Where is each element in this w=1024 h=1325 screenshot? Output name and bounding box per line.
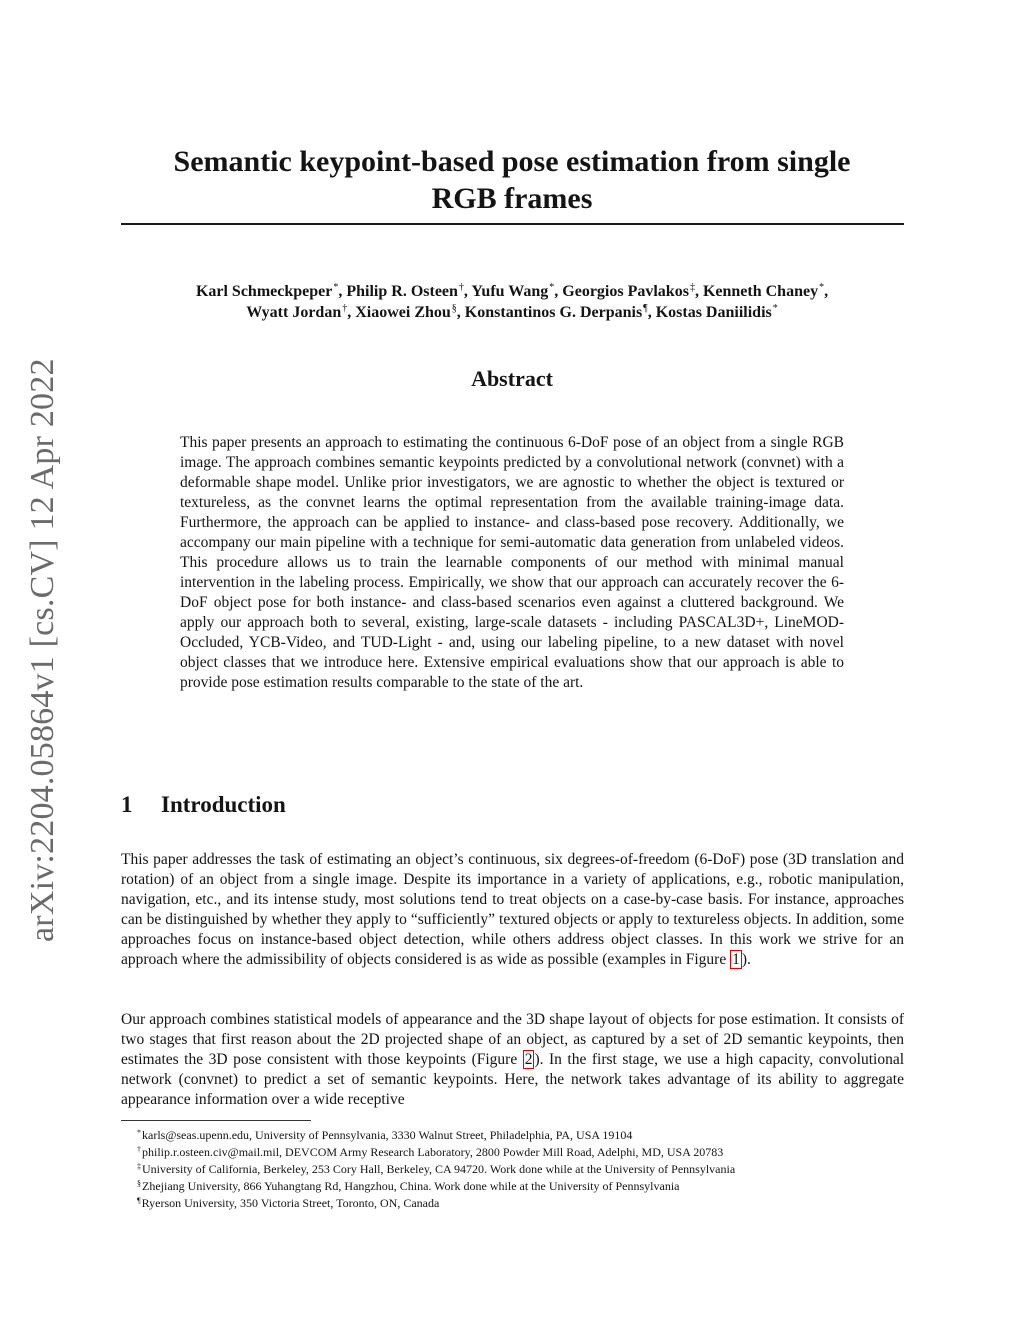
paragraph-text: Our approach combines statistical models of appearance and the 3D shape layout of objects for pose estimation. It consists of two stages that first reason about the 2D projected shape of an object, as captured by a set of 2D semantic keypoints, then estimates the 3D pose consistent with those keypoints (Figure [121,1011,904,1068]
paragraph-text-end: ). [741,951,751,968]
author-name: Konstantinos G. Derpanis [464,304,643,321]
author-name: Wyatt Jordan [246,304,342,321]
author-mark: * [819,282,825,293]
figure-ref-link[interactable]: 1 [732,951,740,968]
author-name: Kostas Daniilidis [655,304,772,321]
footnote [121,1161,921,1178]
author-line-2: Wyatt Jordan†, Xiaowei Zhou§, Konstantinos G. Derpanis¶, Kostas Daniilidis* [246,303,778,321]
author-name: Yufu Wang [471,283,549,300]
section-number: 1 [121,792,133,817]
abstract-text: This paper presents an approach to estimating the continuous 6-DoF pose of an object from a single RGB image. The approach combines semantic keypoints predicted by a convolutional network (convnet) with a deformable shape model. Unlike prior investigators, we are agnostic to whether the object is textured or textureless, as the convnet learns the optimal representation from the available training-image data. Furthermore, the approach can be applied to instance- and class-based pose recovery. Additionally, we accompany our main pipeline with a technique for semi-automatic data generation from unlabeled videos. This procedure allows us to train the learnable components of our method with minimal manual intervention in the labeling process. Empirically, we show that our approach can accurately recover the 6-DoF object pose for both instance- and class-based scenarios even against a cluttered background. We apply our approach both to several, existing, large-scale datasets - including PASCAL3D+, LineMOD-Occluded, YCB-Video, and TUD-Light - and, using our labeling pipeline, to a new dataset with novel object classes that we introduce here. Extensive empirical evaluations show that our approach is able to provide pose estimation results comparable to the state of the art. [180,434,844,691]
footnote-mark: * [137,1128,141,1137]
author-mark: * [549,282,555,293]
author-name: Philip R. Osteen [346,283,458,300]
paragraph-text: This paper addresses the task of estimating an object’s continuous, six degrees-of-freedom (6-DoF) pose (3D translation and rotation) of an object from a single image. Despite its importance in a variety of applications, e.g., robotic manipulation, navigation, etc., and its intense study, most solutions tend to treat objects on a case-by-case basis. For instance, approaches can be distinguished by whether they apply to “sufficiently” textured objects or apply to textureless objects. In addition, some approaches focus on instance-based object detection, while others address object classes. In this work we strive for an approach where the admissibility of objects considered is as wide as possible (examples in Figure [121,851,904,968]
footnote-text: Zhejiang University, 866 Yuhangtang Rd, Hangzhou, China. Work done while at the University of Pennsylvania [142,1179,680,1193]
intro-paragraph-1 [121,850,904,970]
footnotes [121,1127,921,1212]
author-mark: ‡ [689,282,695,293]
footnote-text: karls@seas.upenn.edu, University of Pennsylvania, 3330 Walnut Street, Philadelphia, PA, USA 19104 [142,1128,633,1142]
abstract-heading: Abstract [471,366,553,391]
footnote [121,1178,921,1195]
footnote [121,1195,921,1212]
author-mark: * [333,282,339,293]
section-heading [121,792,286,818]
figure-ref-link[interactable]: 2 [524,1051,533,1068]
author-line-1: Karl Schmeckpeper*, Philip R. Osteen†, Yufu Wang*, Georgios Pavlakos‡, Kenneth Chaney*, [195,282,829,300]
author-mark: ¶ [643,303,648,314]
arxiv-identifier: arXiv:2204.05864v1 [cs.CV] 12 Apr 2022 [24,358,61,942]
author-name: Xiaowei Zhou [355,304,451,321]
author-mark: § [451,303,457,314]
footnote [121,1127,921,1144]
paragraph-text-end: ). In the first stage, we use a high capacity, convolutional network (convnet) to predict a set of semantic keypoints. Here, the network takes advantage of its ability to aggregate appearance information over a wide receptive [121,1051,904,1108]
intro-paragraph-2 [121,1010,904,1110]
author-name: Karl Schmeckpeper [195,283,333,300]
author-mark: * [772,303,778,314]
footnote-mark: ‡ [137,1162,141,1171]
footnote-text: University of California, Berkeley, 253 Cory Hall, Berkeley, CA 94720. Work done while at the University of Pennsylvania [142,1162,736,1176]
author-mark: † [458,282,464,293]
author-name: Kenneth Chaney [702,283,819,300]
footnote-text: Ryerson University, 350 Victoria Street, Toronto, ON, Canada [141,1196,440,1210]
footnote-mark: ¶ [137,1196,141,1205]
author-list [110,281,914,323]
title-line-1: Semantic keypoint-based pose estimation from single [173,145,851,178]
footnote-text: philip.r.osteen.civ@mail.mil, DEVCOM Army Research Laboratory, 2800 Powder Mill Road, Adelphi, MD, USA 20783 [142,1145,724,1159]
section-title: Introduction [161,792,286,817]
author-mark: † [342,303,348,314]
title-line-2: RGB frames [431,182,593,215]
author-name: Georgios Pavlakos [562,283,689,300]
footnote-mark: † [137,1145,141,1154]
footnote-rule [121,1120,311,1121]
title-rule [121,223,904,225]
footnote [121,1144,921,1161]
footnote-mark: § [137,1179,141,1188]
paper-title [100,143,924,217]
